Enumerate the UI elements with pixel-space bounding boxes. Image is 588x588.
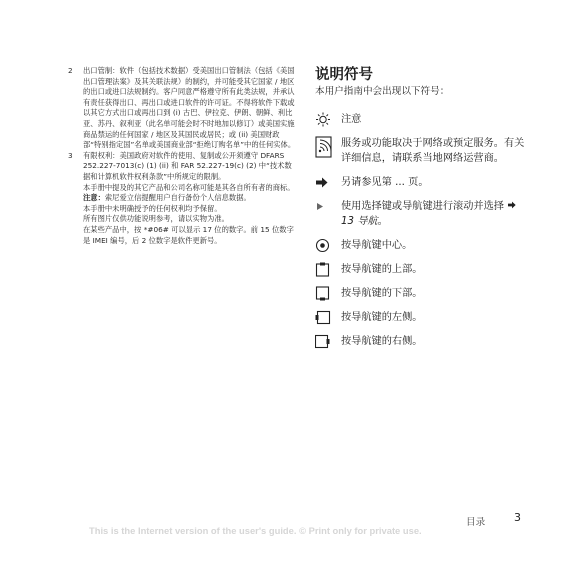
backup-notice <box>83 193 296 204</box>
note-text: 出口管制：软件（包括技术数据）受美国出口管制法（包括《美国出口管理法案》及其关联法规）的制约，并可能受其它国家 / 地区的出口或进口法规制约。客户同意严格遵守所有此类法规，并承认有责任获得出口、再出口或进口软件的许可证。不得将软件下载或以其它方式出口或再出口到 (i) 古巴、伊拉克、伊朗、朝鲜、利比亚、苏丹、叙利亚（此名单可能会时不时地加以修订）或美国实施商品禁运的任何国家 / 地区及其国民或居民；或 (ii) 美国财政部“特别指定国”名单或美国商业部“拒绝订购名单”中的任何实体。 <box>83 66 296 150</box>
note-text: 有限权利：美国政府对软件的使用、复制或公开须遵守 DFARS 252.227-7013(c) (1) (ii) 和 FAR 52.227-19(c) (2) 中“技术数据和计算机软件权利条款”中所规定的限制。 <box>83 150 292 181</box>
legal-note-2 <box>68 66 296 151</box>
symbol-description: 另请参见第 ... 页。 <box>341 177 429 188</box>
select-text-end: 。 <box>377 216 388 227</box>
section-subtitle: 本用户指南中会出现以下符号： <box>315 86 450 97</box>
note-number: 2 <box>68 66 73 75</box>
symbol-row-nav-down <box>315 286 525 301</box>
arrow-right-icon <box>315 175 341 190</box>
notice-body: 索尼爱立信提醒用户自行备份个人信息数据。 <box>104 193 251 203</box>
symbol-row-nav-up <box>315 262 525 277</box>
nav-right-icon <box>315 334 341 349</box>
symbol-row-note <box>315 112 525 127</box>
symbol-description: 按导航键的左侧。 <box>341 312 423 323</box>
symbol-description: 按导航键的上部。 <box>341 264 423 275</box>
symbols-section <box>315 66 525 358</box>
images-paragraph: 所有图片仅供功能说明参考，请以实物为准。 <box>83 214 229 224</box>
table-of-contents-link[interactable]: 目录 <box>466 517 486 528</box>
symbol-row-select <box>315 199 525 229</box>
legal-note-3 <box>68 151 296 183</box>
note-icon <box>315 112 341 127</box>
symbol-row-nav-left <box>315 310 525 325</box>
select-text: 使用选择键或导航键进行滚动并选择 <box>341 201 508 212</box>
navigation-reference-link[interactable]: 13 导航 <box>341 216 378 227</box>
triangle-right-icon <box>315 199 341 214</box>
rights-paragraph: 本手册中未明确授予的任何权利均予保留。 <box>83 203 222 213</box>
operator-service-icon <box>315 136 341 151</box>
arrow-right-icon <box>507 200 517 210</box>
symbol-description: 按导航键的右侧。 <box>341 336 423 347</box>
note-number: 3 <box>68 150 73 160</box>
symbol-description: 注意 <box>341 114 362 125</box>
section-title: 说明符号 <box>315 67 373 83</box>
trademarks-paragraph: 本手册中提及的其它产品和公司名称可能是其各自所有者的商标。 <box>83 182 295 192</box>
notice-label: 注意： <box>83 193 105 203</box>
symbol-row-nav-right <box>315 334 525 349</box>
symbol-description: 按导航键中心。 <box>341 240 413 251</box>
symbol-description <box>341 199 525 229</box>
symbol-row-nav-center <box>315 238 525 253</box>
nav-center-icon <box>315 238 341 253</box>
watermark-text: This is the Internet version of the user's guide. © Print only for private use. <box>89 525 422 536</box>
symbol-description: 按导航键的下部。 <box>341 288 423 299</box>
page-number: 3 <box>514 511 521 524</box>
symbol-row-operator <box>315 136 525 166</box>
nav-left-icon <box>315 310 341 325</box>
nav-up-icon <box>315 262 341 277</box>
nav-down-icon <box>315 286 341 301</box>
legal-notes-column <box>68 66 296 246</box>
symbol-description: 服务或功能取决于网络或预定服务。有关详细信息，请联系当地网络运营商。 <box>341 138 525 164</box>
imei-paragraph: 在某些产品中，按 *#06# 可以显示 17 位的数字。前 15 位数字是 IMEI 编号，后 2 位数字是软件更新号。 <box>83 224 294 245</box>
symbol-row-see-also <box>315 175 525 190</box>
